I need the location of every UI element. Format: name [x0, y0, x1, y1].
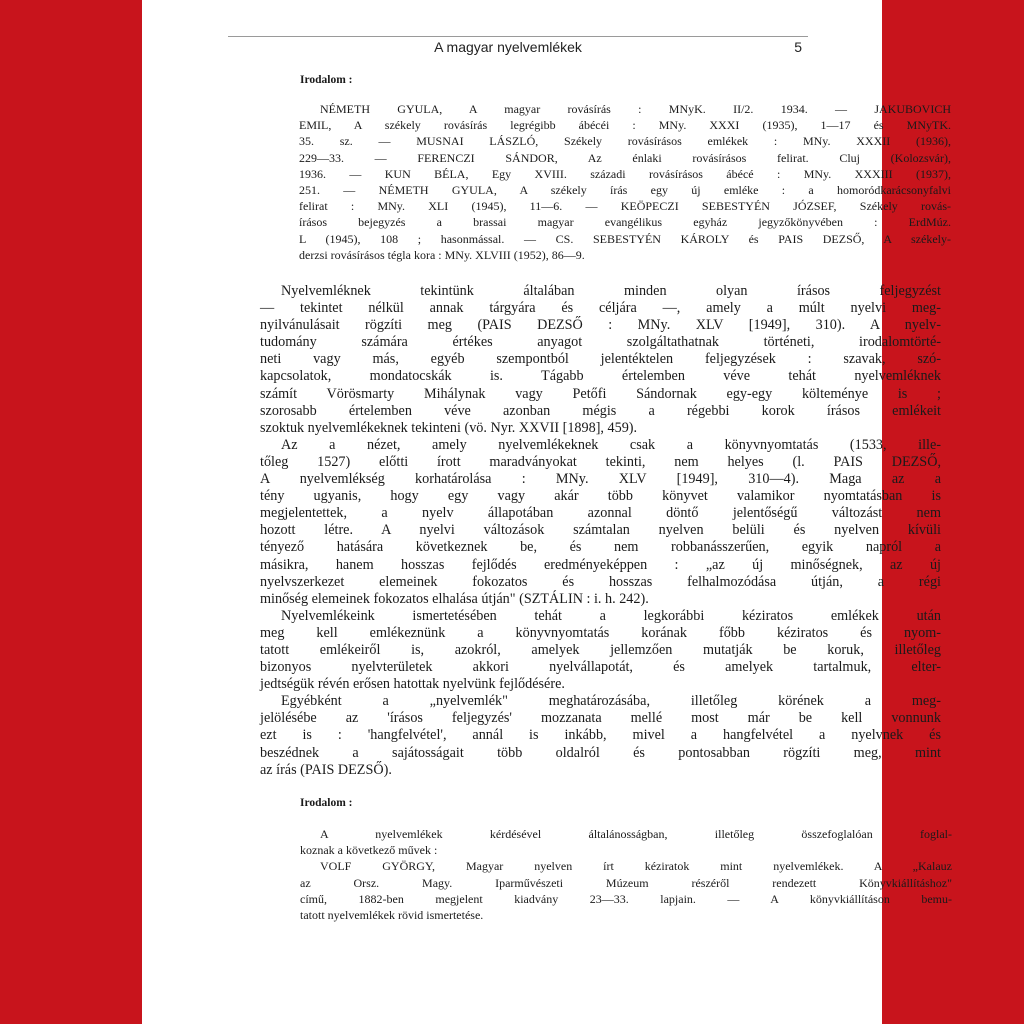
text-line: tényező hatására következnek be, és nem robbanásszerűen, egyik napról a: [260, 539, 941, 556]
references-block-2: [300, 826, 952, 923]
references-heading: Irodalom :: [300, 74, 353, 86]
page-number: 5: [794, 39, 802, 55]
text-line: 251. — NÉMETH GYULA, A székely írás egy új emléke : a homoródkarácsonyfalvi: [299, 183, 951, 198]
text-line: jelölésébe az 'írásos feljegyzés' mozzanata mellé most már be kell vonnunk: [260, 710, 941, 727]
text-line: 35. sz. — MUSNAI LÁSZLÓ, Székely rovásírásos emlékek : MNy. XXXII (1936),: [299, 134, 951, 149]
text-line: A nyelvemlékek kérdésével általánosságban, illetőleg összefoglalóan foglal-: [320, 827, 952, 841]
text-line: bizonyos nyelvterületek akkori nyelvállapotát, és amelyek tartalmuk, elter-: [260, 659, 941, 676]
text-line: hozott létre. A nyelvi változások számtalan nyelven belüli és nyelven kívüli: [260, 522, 941, 539]
text-line: szoktuk nyelvemlékeknek tekinteni (vö. Nyr. XXVII [1898], 459).: [260, 419, 638, 436]
text-line: Egyébként a „nyelvemlék" meghatározásába, illetőleg körének a meg-: [281, 693, 941, 710]
text-line: minőség elemeinek fokozatos elhalása útján" (SZTÁLIN : i. h. 242).: [260, 590, 649, 607]
running-title: A magyar nyelvemlékek: [434, 39, 582, 55]
text-line: ezt is : 'hangfelvétel', annál is inkább, mivel a hangfelvétel a nyelvnek és: [260, 727, 941, 744]
text-line: meg kell emlékeznünk a könyvnyomtatás korának főbb kéziratos és nyom-: [260, 624, 941, 641]
text-line: 229—33. — FERENCZI SÁNDOR, Az énlaki rovásírásos felirat. Cluj (Kolozsvár),: [299, 150, 951, 165]
text-line: kapcsolatok, mondatocskák is. Tágabb értelemben véve tehát nyelvemléknek: [260, 368, 941, 385]
text-line: Nyelvemléknek tekintünk általában minden olyan írásos feljegyzést: [281, 283, 941, 299]
text-line: VOLF GYÖRGY, Magyar nyelven írt kéziratok mint nyelvemlékek. A „Kalauz: [320, 859, 952, 874]
text-line: tőleg 1527) előtti írott maradványokat tekinti, nem helyes (l. PAIS DEZSŐ,: [260, 453, 941, 470]
text-line: derzsi rovásírásos tégla kora : MNy. XLVIII (1952), 86—9.: [299, 247, 585, 262]
references-heading-2: Irodalom :: [300, 797, 353, 809]
header-rule: [228, 36, 808, 37]
text-line: 1936. — KUN BÉLA, Egy XVIII. századi rovásírásos ábécé : MNy. XXXIII (1937),: [299, 166, 951, 181]
references-block: [299, 101, 951, 263]
text-line: írásos bejegyzés a brassai magyar evangélikus egyház jegyzőkönyvében : ErdMúz.: [299, 215, 951, 230]
text-line: tudomány számára értékes anyagot szolgáltathatnak történeti, irodalomtörté-: [260, 334, 941, 351]
text-line: szorosabb értelemben véve azonban mégis a régebbi korok írásos emlékeit: [260, 402, 941, 419]
text-line: tény ugyanis, hogy egy vagy akár több könyvet valamikor nyomtatásban is: [260, 488, 941, 505]
text-line: koznak a következő művek :: [300, 843, 438, 858]
text-line: számít Vörösmarty Mihálynak vagy Petőfi Sándornak egy-egy költeménye is ;: [260, 385, 941, 402]
text-line: Az a nézet, amely nyelvemlékeknek csak a könyvnyomtatás (1533, ille-: [281, 436, 941, 453]
text-line: neti vagy más, egyéb szempontból jelentéktelen feljegyzések : szavak, szó-: [260, 351, 941, 368]
text-line: nyilvánulásait rögzíti meg (PAIS DEZSŐ : MNy. XLV [1949], 310). A nyelv-: [260, 317, 941, 334]
text-line: felirat : MNy. XLI (1945), 11—6. — KEÖPECZI SEBESTYÉN JÓZSEF, Székely rovás-: [299, 199, 951, 214]
text-line: tatott nyelvemlékek rövid ismertetése.: [300, 908, 484, 923]
text-line: az Orsz. Magy. Iparművészeti Múzeum részéről rendezett Könyvkiállításhoz": [300, 875, 952, 890]
text-line: NÉMETH GYULA, A magyar rovásírás : MNyK. II/2. 1934. — JAKUBOVICH: [320, 102, 951, 116]
text-line: megjelentettek, a nyelv állapotában azonnal döntő jelentőségű változást nem: [260, 505, 941, 522]
text-line: EMIL, A székely rovásírás legrégibb ábécéi : MNy. XXXI (1935), 1—17 és MNyTK.: [299, 118, 951, 133]
text-line: — tekintet nélkül annak tárgyára és céljára —, amely a múlt nyelvi meg-: [260, 300, 941, 317]
text-line: tatott emlékeiről is, azokról, amelyek jellemzően mutatják be koruk, illetőleg: [260, 641, 941, 658]
body-text: [260, 283, 941, 779]
text-line: A nyelvemlékség korhatárolása : MNy. XLV [1949], 310—4). Maga az a: [260, 471, 941, 488]
text-line: az írás (PAIS DEZSŐ).: [260, 761, 392, 778]
text-line: nyelvszerkezet elemeinek fokozatos és hosszas felhalmozódása útján, a régi: [260, 573, 941, 590]
text-line: másikra, hanem hosszas fejlődés eredményeképpen : „az új minőségnek, az új: [260, 556, 941, 573]
text-line: jedtségük révén erősen hatottak nyelvünk fejlődésére.: [260, 676, 565, 693]
book-page: [142, 0, 952, 1024]
text-line: című, 1882-ben megjelent kiadvány 23—33. lapjain. — A könyvkiállításon bemu-: [300, 891, 952, 906]
text-line: beszédnek a sajátosságait több oldalról és pontosabban rögzíti meg, mint: [260, 744, 941, 761]
text-line: Nyelvemlékeink ismertetésében tehát a legkorábbi kéziratos emlékek után: [281, 607, 941, 624]
text-line: L (1945), 108 ; hasonmással. — CS. SEBESTYÉN KÁROLY és PAIS DEZSŐ, A székely-: [299, 231, 951, 246]
